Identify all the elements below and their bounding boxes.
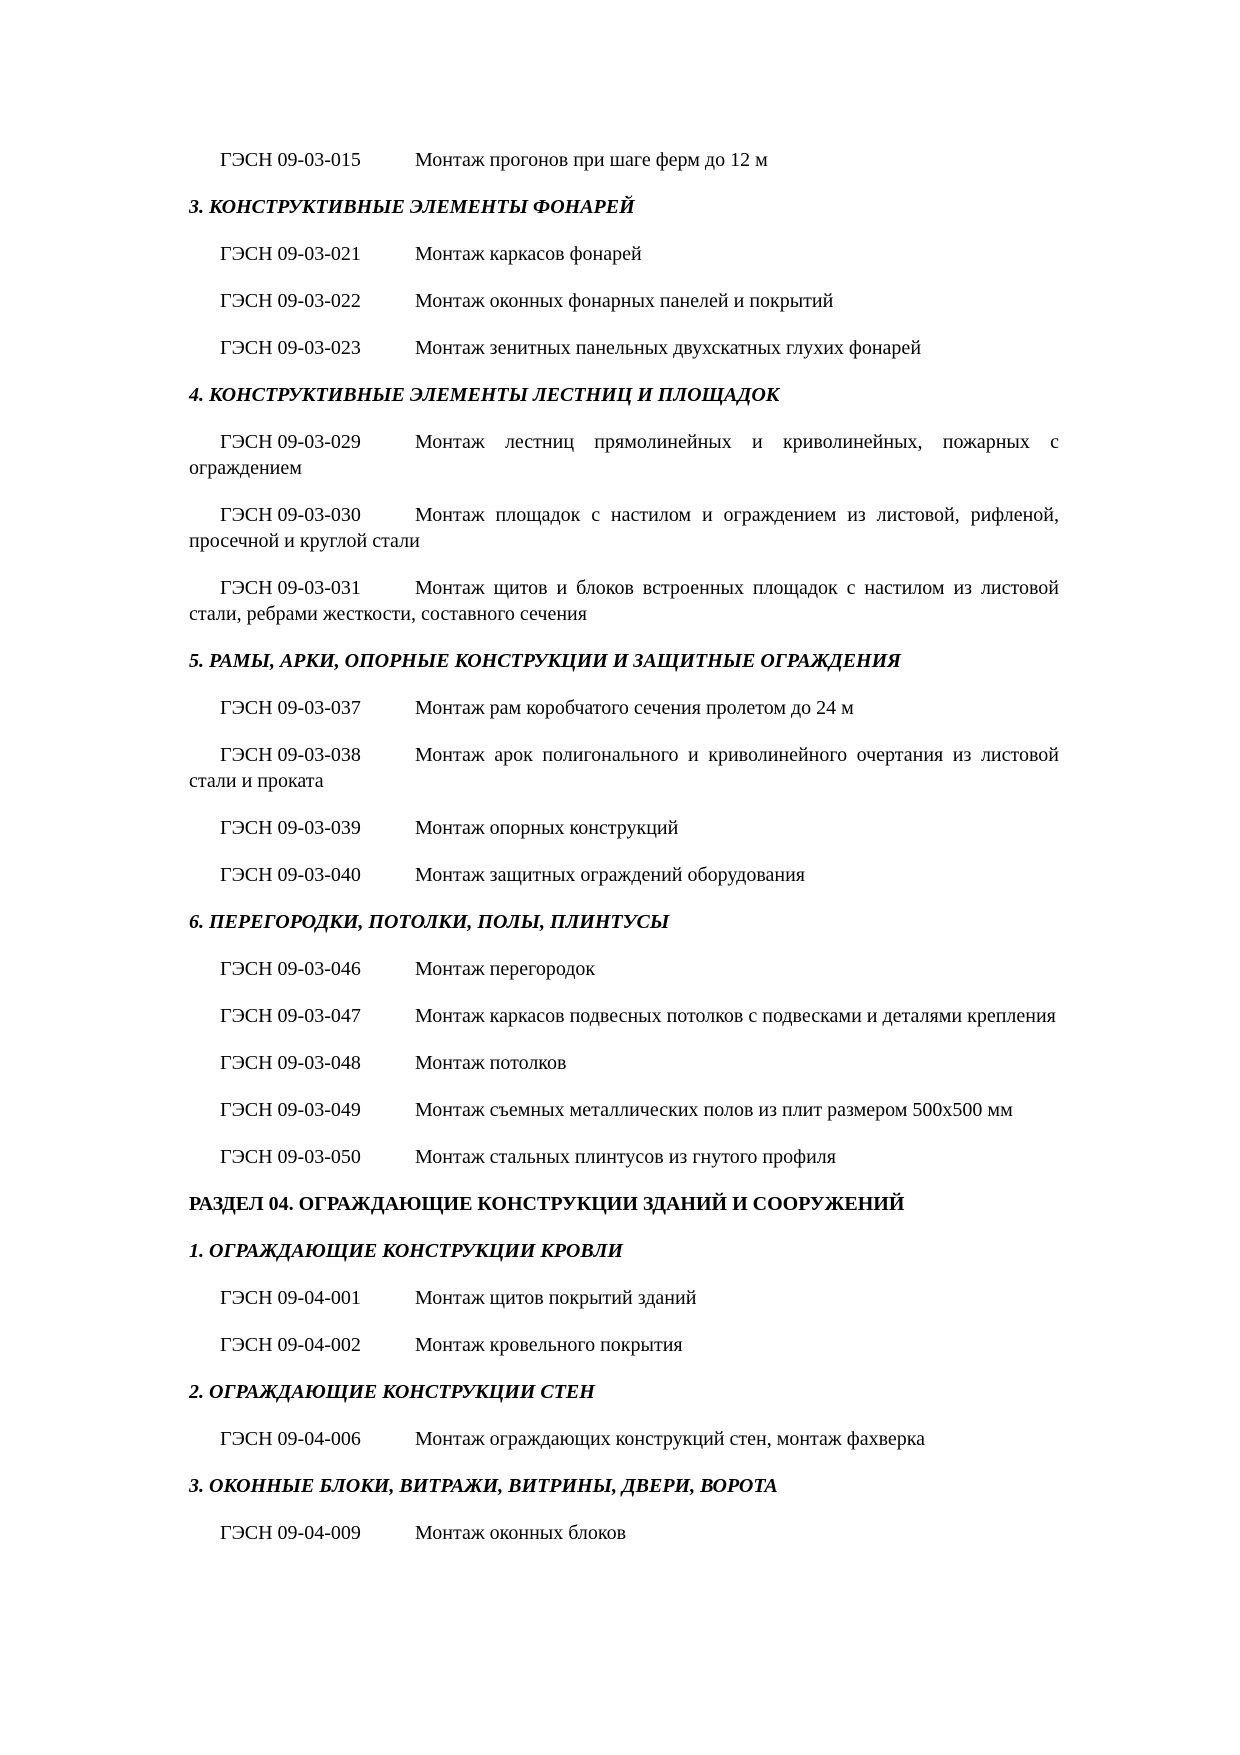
norm-entry [189, 288, 1059, 314]
norm-entry [189, 862, 1059, 888]
norm-title: Монтаж каркасов фонарей [415, 243, 642, 265]
norm-code: ГЭСН 09-03-050 [220, 1146, 361, 1168]
norm-code: ГЭСН 09-03-029 [220, 431, 361, 453]
norm-code: ГЭСН 09-03-015 [220, 149, 361, 171]
norm-code: ГЭСН 09-04-001 [220, 1287, 361, 1309]
norm-code: ГЭСН 09-03-038 [220, 744, 361, 766]
norm-title: Монтаж прогонов при шаге ферм до 12 м [415, 149, 768, 171]
norm-title: Монтаж потолков [415, 1052, 567, 1074]
norm-entry [189, 815, 1059, 841]
norm-title: Монтаж оконных блоков [415, 1522, 627, 1544]
norm-code: ГЭСН 09-03-049 [220, 1099, 361, 1121]
division-heading: РАЗДЕЛ 04. ОГРАЖДАЮЩИЕ КОНСТРУКЦИИ ЗДАНИЙ И СООРУЖЕНИЙ [189, 1193, 905, 1215]
document-page [189, 147, 1059, 1567]
norm-entry [189, 1520, 1059, 1546]
norm-entry [189, 742, 1059, 794]
norm-code: ГЭСН 09-03-031 [220, 577, 361, 599]
norm-entry [189, 1097, 1059, 1123]
section-heading: 3. ОКОННЫЕ БЛОКИ, ВИТРАЖИ, ВИТРИНЫ, ДВЕРИ, ВОРОТА [189, 1475, 778, 1497]
norm-title: Монтаж площадок с настилом и ограждением из листовой, рифленой, просечной и круглой стали [189, 504, 1059, 552]
norm-code: ГЭСН 09-03-047 [220, 1005, 361, 1027]
norm-title: Монтаж зенитных панельных двухскатных глухих фонарей [415, 337, 922, 359]
norm-entry [189, 147, 1059, 173]
norm-title: Монтаж лестниц прямолинейных и криволинейных, пожарных с ограждением [189, 431, 1059, 479]
section-heading: 5. РАМЫ, АРКИ, ОПОРНЫЕ КОНСТРУКЦИИ И ЗАЩИТНЫЕ ОГРАЖДЕНИЯ [189, 650, 901, 672]
norm-title: Монтаж съемных металлических полов из плит размером 500х500 мм [415, 1099, 1013, 1121]
norm-entry [189, 502, 1059, 554]
norm-title: Монтаж рам коробчатого сечения пролетом до 24 м [415, 697, 854, 719]
section-heading: 3. КОНСТРУКТИВНЫЕ ЭЛЕМЕНТЫ ФОНАРЕЙ [189, 196, 635, 218]
norm-code: ГЭСН 09-03-037 [220, 697, 361, 719]
norm-entry [189, 429, 1059, 481]
norm-title: Монтаж арок полигонального и криволинейного очертания из листовой стали и проката [189, 744, 1059, 792]
norm-title: Монтаж щитов покрытий зданий [415, 1287, 697, 1309]
norm-code: ГЭСН 09-03-048 [220, 1052, 361, 1074]
norm-code: ГЭСН 09-03-022 [220, 290, 361, 312]
norm-title: Монтаж перегородок [415, 958, 596, 980]
norm-code: ГЭСН 09-03-046 [220, 958, 361, 980]
norm-code: ГЭСН 09-04-002 [220, 1334, 361, 1356]
norm-entry [189, 335, 1059, 361]
norm-code: ГЭСН 09-03-039 [220, 817, 361, 839]
norm-entry [189, 1144, 1059, 1170]
norm-title: Монтаж опорных конструкций [415, 817, 679, 839]
norm-entry [189, 1285, 1059, 1311]
section-heading: 4. КОНСТРУКТИВНЫЕ ЭЛЕМЕНТЫ ЛЕСТНИЦ И ПЛОЩАДОК [189, 384, 780, 406]
norm-title: Монтаж ограждающих конструкций стен, монтаж фахверка [415, 1428, 926, 1450]
norm-code: ГЭСН 09-03-021 [220, 243, 361, 265]
norm-code: ГЭСН 09-03-030 [220, 504, 361, 526]
norm-title: Монтаж оконных фонарных панелей и покрытий [415, 290, 834, 312]
section-heading: 2. ОГРАЖДАЮЩИЕ КОНСТРУКЦИИ СТЕН [189, 1381, 595, 1403]
norm-entry [189, 1050, 1059, 1076]
norm-title: Монтаж стальных плинтусов из гнутого профиля [415, 1146, 836, 1168]
section-heading: 6. ПЕРЕГОРОДКИ, ПОТОЛКИ, ПОЛЫ, ПЛИНТУСЫ [189, 911, 670, 933]
section-heading: 1. ОГРАЖДАЮЩИЕ КОНСТРУКЦИИ КРОВЛИ [189, 1240, 623, 1262]
norm-code: ГЭСН 09-04-006 [220, 1428, 361, 1450]
norm-title: Монтаж защитных ограждений оборудования [415, 864, 805, 886]
norm-entry [189, 1426, 1059, 1452]
norm-code: ГЭСН 09-03-023 [220, 337, 361, 359]
norm-entry [189, 956, 1059, 982]
norm-title: Монтаж каркасов подвесных потолков с подвесками и деталями крепления [415, 1005, 1056, 1027]
norm-entry [189, 575, 1059, 627]
norm-entry [189, 241, 1059, 267]
norm-entry [189, 1332, 1059, 1358]
norm-entry [189, 695, 1059, 721]
norm-title: Монтаж щитов и блоков встроенных площадок с настилом из листовой стали, ребрами жесткости, составного сечения [189, 577, 1059, 625]
norm-title: Монтаж кровельного покрытия [415, 1334, 683, 1356]
norm-code: ГЭСН 09-03-040 [220, 864, 361, 886]
norm-entry [189, 1003, 1059, 1029]
norm-code: ГЭСН 09-04-009 [220, 1522, 361, 1544]
